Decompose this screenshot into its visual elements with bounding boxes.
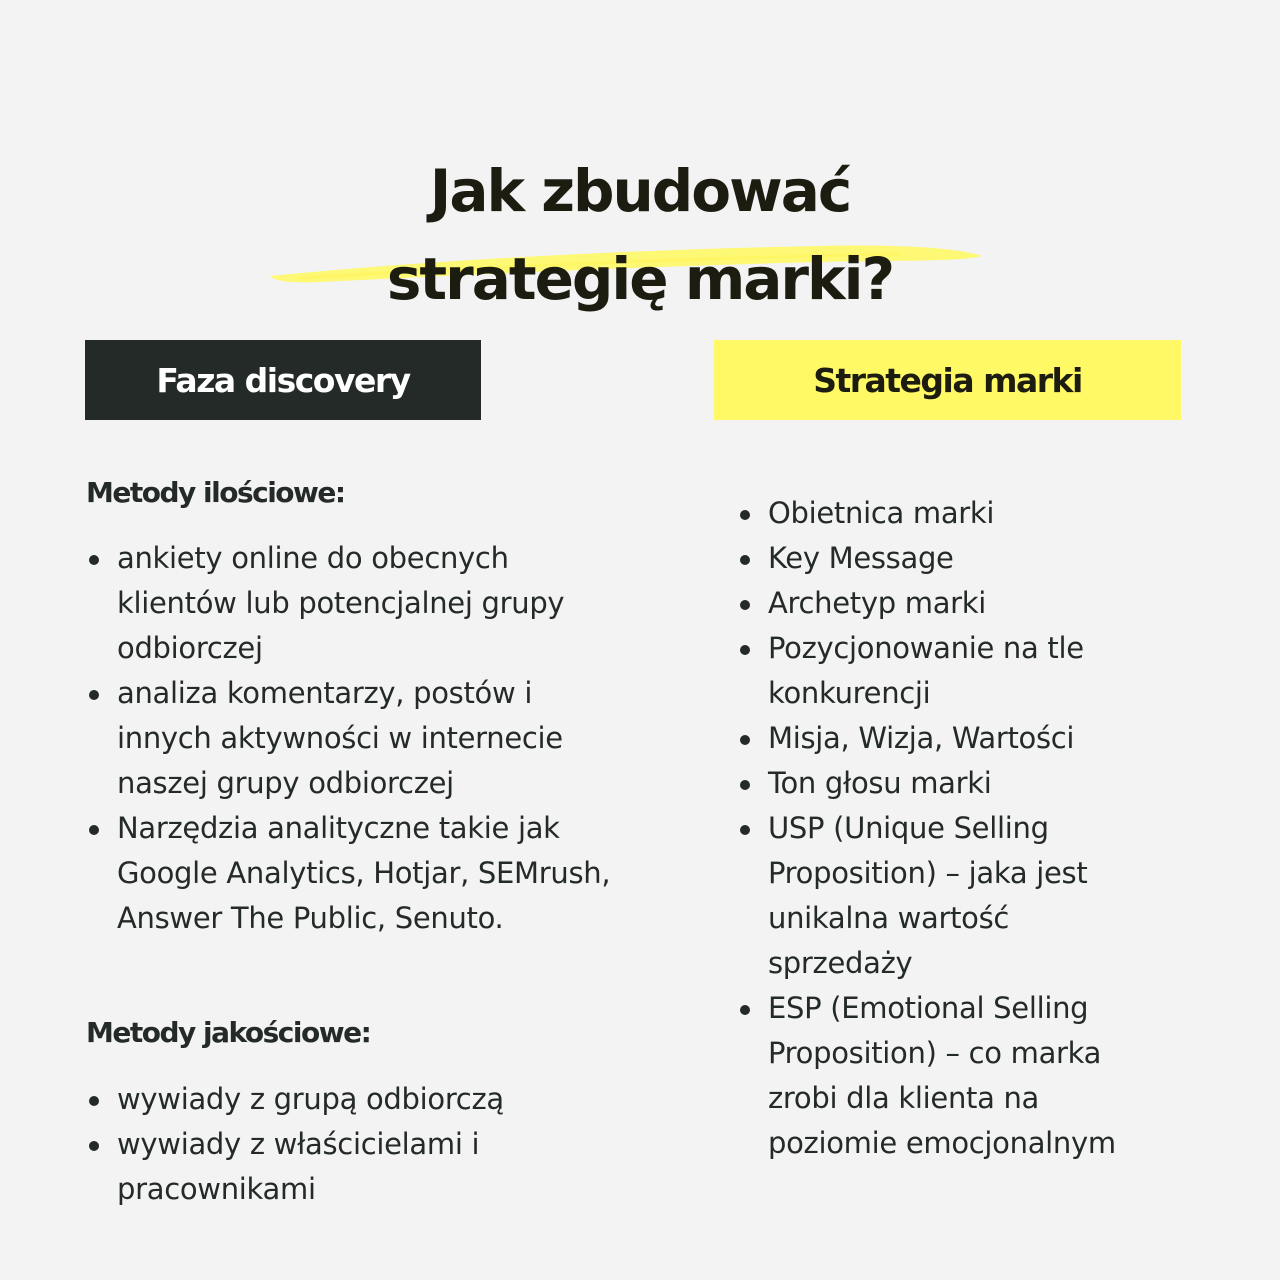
- brand-strategy-header: [714, 340, 1181, 420]
- list-item: Archetyp marki: [737, 581, 1157, 626]
- discovery-phase-header: [85, 340, 481, 420]
- list-item: USP (Unique Selling Proposition) – jaka jest unikalna wartość sprzedaży: [737, 806, 1157, 986]
- qualitative-methods-title: Metody jakościowe:: [86, 1016, 371, 1049]
- list-item: Narzędzia analityczne takie jak Google Analytics, Hotjar, SEMrush, Answer The Public, Senuto.: [86, 806, 626, 941]
- brand-strategy-list: [737, 491, 1157, 1166]
- qualitative-methods-list: [86, 1077, 626, 1212]
- title-line-1: Jak zbudować: [429, 156, 851, 225]
- discovery-phase-label: Faza discovery: [156, 360, 410, 400]
- list-item: ankiety online do obecnych klientów lub potencjalnej grupy odbiorczej: [86, 536, 626, 671]
- quantitative-methods-list: [86, 536, 626, 941]
- list-item: Obietnica marki: [737, 491, 1157, 536]
- list-item: analiza komentarzy, postów i innych aktywności w internecie naszej grupy odbiorczej: [86, 671, 626, 806]
- brand-strategy-label: Strategia marki: [813, 360, 1082, 400]
- quantitative-methods-title: Metody ilościowe:: [86, 476, 345, 509]
- list-item: wywiady z grupą odbiorczą: [86, 1077, 626, 1122]
- page-title: [0, 147, 1280, 323]
- list-item: Key Message: [737, 536, 1157, 581]
- list-item: Misja, Wizja, Wartości: [737, 716, 1157, 761]
- list-item: ESP (Emotional Selling Proposition) – co marka zrobi dla klienta na poziomie emocjonalnym: [737, 986, 1157, 1166]
- title-line-2: strategię marki?: [386, 244, 894, 313]
- list-item: Pozycjonowanie na tle konkurencji: [737, 626, 1157, 716]
- list-item: Ton głosu marki: [737, 761, 1157, 806]
- list-item: wywiady z właścicielami i pracownikami: [86, 1122, 626, 1212]
